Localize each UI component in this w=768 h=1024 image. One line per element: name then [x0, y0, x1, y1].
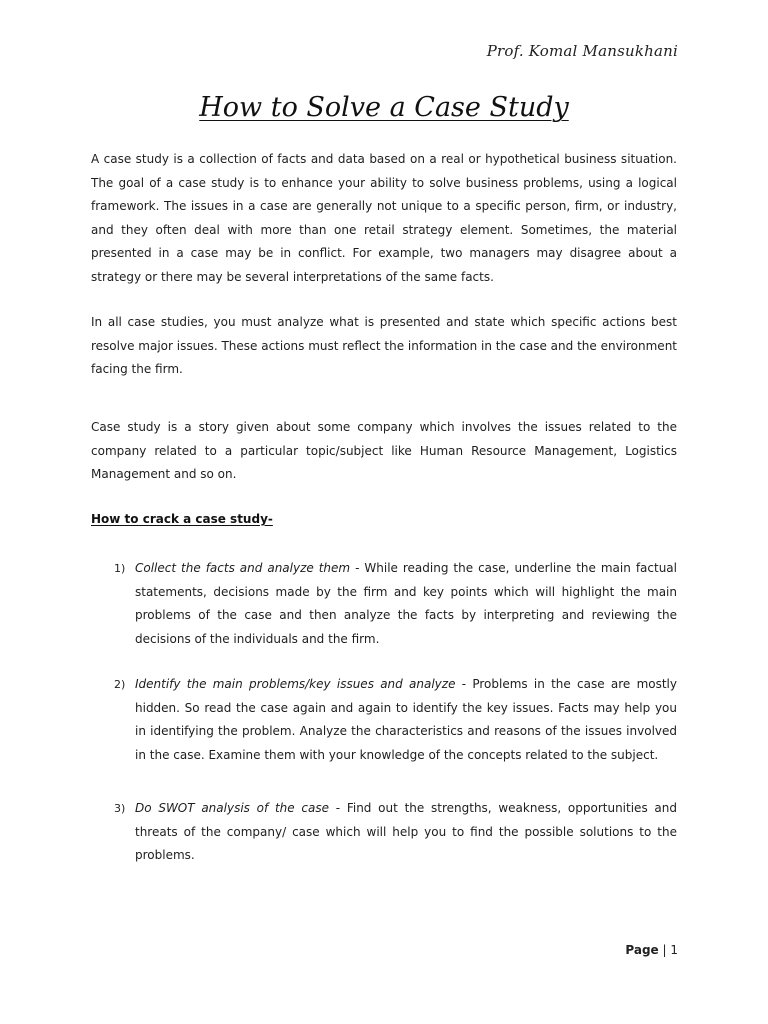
list-item-lead: Identify the main problems/key issues and analyze [135, 677, 456, 691]
definition-paragraph: Case study is a story given about some company which involves the issues related to the company related to a particular topic/subject like Human Resource Management, Logistics Management and so on. [91, 420, 677, 481]
page-footer [625, 943, 678, 957]
section-heading: How to crack a case study- [91, 512, 273, 526]
list-marker: 1) [114, 562, 126, 575]
list-item-content [135, 673, 677, 767]
analysis-paragraph: In all case studies, you must analyze what is presented and state which specific actions best resolve major issues. These actions must reflect the information in the case and the environment facing the firm. [91, 315, 677, 376]
intro-paragraph: A case study is a collection of facts and data based on a real or hypothetical business situation. The goal of a case study is to enhance your ability to solve business problems, using a logical framework. The issues in a case are generally not unique to a specific person, firm, or industry, and they often deal with more than one retail strategy element. Sometimes, the material presented in a case may be in conflict. For example, two managers may disagree about a strategy or there may be several interpretations of the same facts. [91, 152, 677, 284]
list-item-lead: Collect the facts and analyze them [135, 561, 351, 575]
page-number: 1 [670, 943, 678, 957]
list-marker: 3) [114, 802, 126, 815]
author-header: Prof. Komal Mansukhani [486, 42, 678, 60]
list-item-text: - Problems in the case are mostly hidden. So read the case again and again to identify the key issues. Facts may help you in identifying the problem. Analyze the characteristics and reasons of the issues involved in the case. Examine them with your knowledge of the concepts related to the subject. [135, 677, 677, 762]
list-item-text: - While reading the case, underline the main factual statements, decisions made by the firm and key points which will highlight the main problems of the case and then analyze the facts by interpreting and reviewing the decisions of the individuals and the firm. [135, 561, 677, 646]
list-item-text: - Find out the strengths, weakness, opportunities and threats of the company/ case which will help you to find the possible solutions to the problems. [135, 801, 678, 862]
document-title: How to Solve a Case Study [199, 92, 569, 123]
list-marker: 2) [114, 678, 126, 691]
list-item-content [135, 797, 677, 868]
page-separator: | [658, 943, 671, 957]
page-label: Page [625, 943, 659, 957]
list-item-lead: Do SWOT analysis of the case [135, 801, 330, 815]
list-item-content [135, 557, 677, 651]
